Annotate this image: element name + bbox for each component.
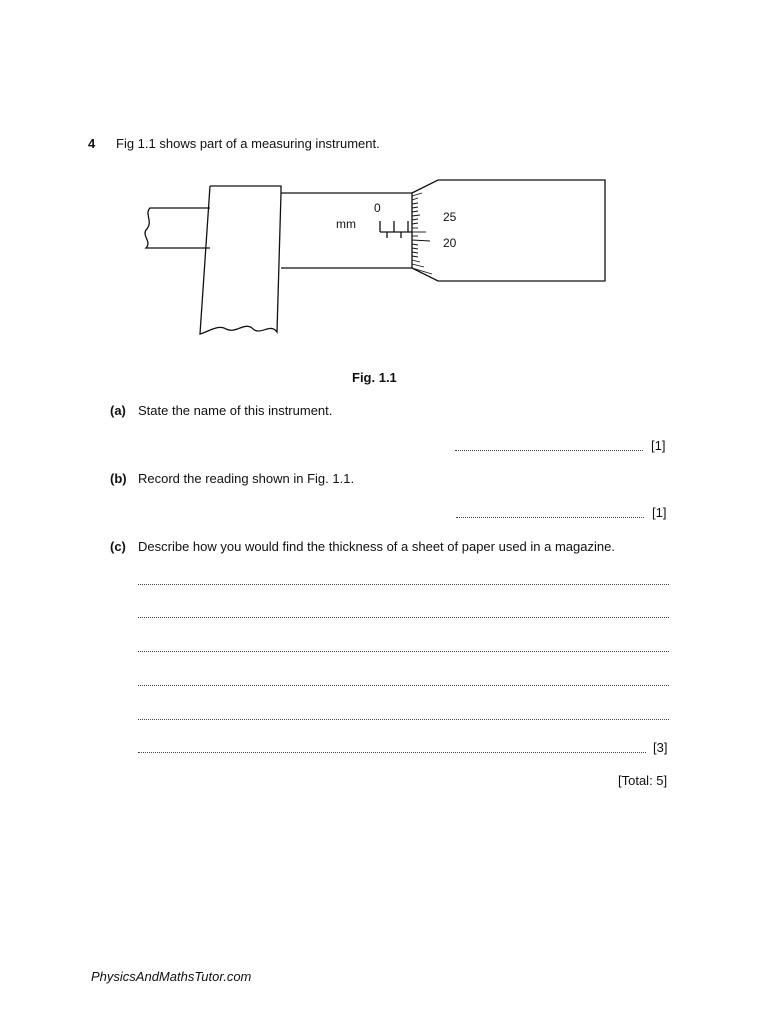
thimble-label-20: 20 <box>443 236 457 250</box>
thimble <box>412 180 605 281</box>
total-marks: [Total: 5] <box>618 773 668 788</box>
answer-line-a[interactable] <box>455 450 643 451</box>
part-b-text: Record the reading shown in Fig. 1.1. <box>138 471 355 486</box>
anvil-rod <box>145 208 210 248</box>
part-a-text: State the name of this instrument. <box>138 403 333 418</box>
answer-line-c3[interactable] <box>138 651 669 652</box>
answer-line-c2[interactable] <box>138 617 669 618</box>
question-number: 4 <box>88 136 96 151</box>
thimble-label-25: 25 <box>443 210 457 224</box>
answer-line-b[interactable] <box>456 517 644 518</box>
part-c-text: Describe how you would find the thickness of a sheet of paper used in a magazine. <box>138 539 615 554</box>
part-c-marks: [3] <box>653 740 668 755</box>
figure-caption: Fig. 1.1 <box>352 370 397 385</box>
micrometer-figure <box>140 172 620 347</box>
unit-label: mm <box>336 217 356 231</box>
answer-line-c1[interactable] <box>138 584 669 585</box>
part-b-marks: [1] <box>652 505 667 520</box>
footer-site: PhysicsAndMathsTutor.com <box>91 969 252 984</box>
answer-line-c4[interactable] <box>138 685 669 686</box>
part-b-label: (b) <box>110 471 127 486</box>
part-a-marks: [1] <box>651 438 666 453</box>
sleeve-zero-label: 0 <box>374 201 381 215</box>
part-c-label: (c) <box>110 539 126 554</box>
answer-line-c5[interactable] <box>138 719 669 720</box>
question-intro: Fig 1.1 shows part of a measuring instrument. <box>116 136 380 151</box>
part-a-label: (a) <box>110 403 126 418</box>
frame <box>200 186 281 334</box>
answer-line-c6[interactable] <box>138 752 646 753</box>
